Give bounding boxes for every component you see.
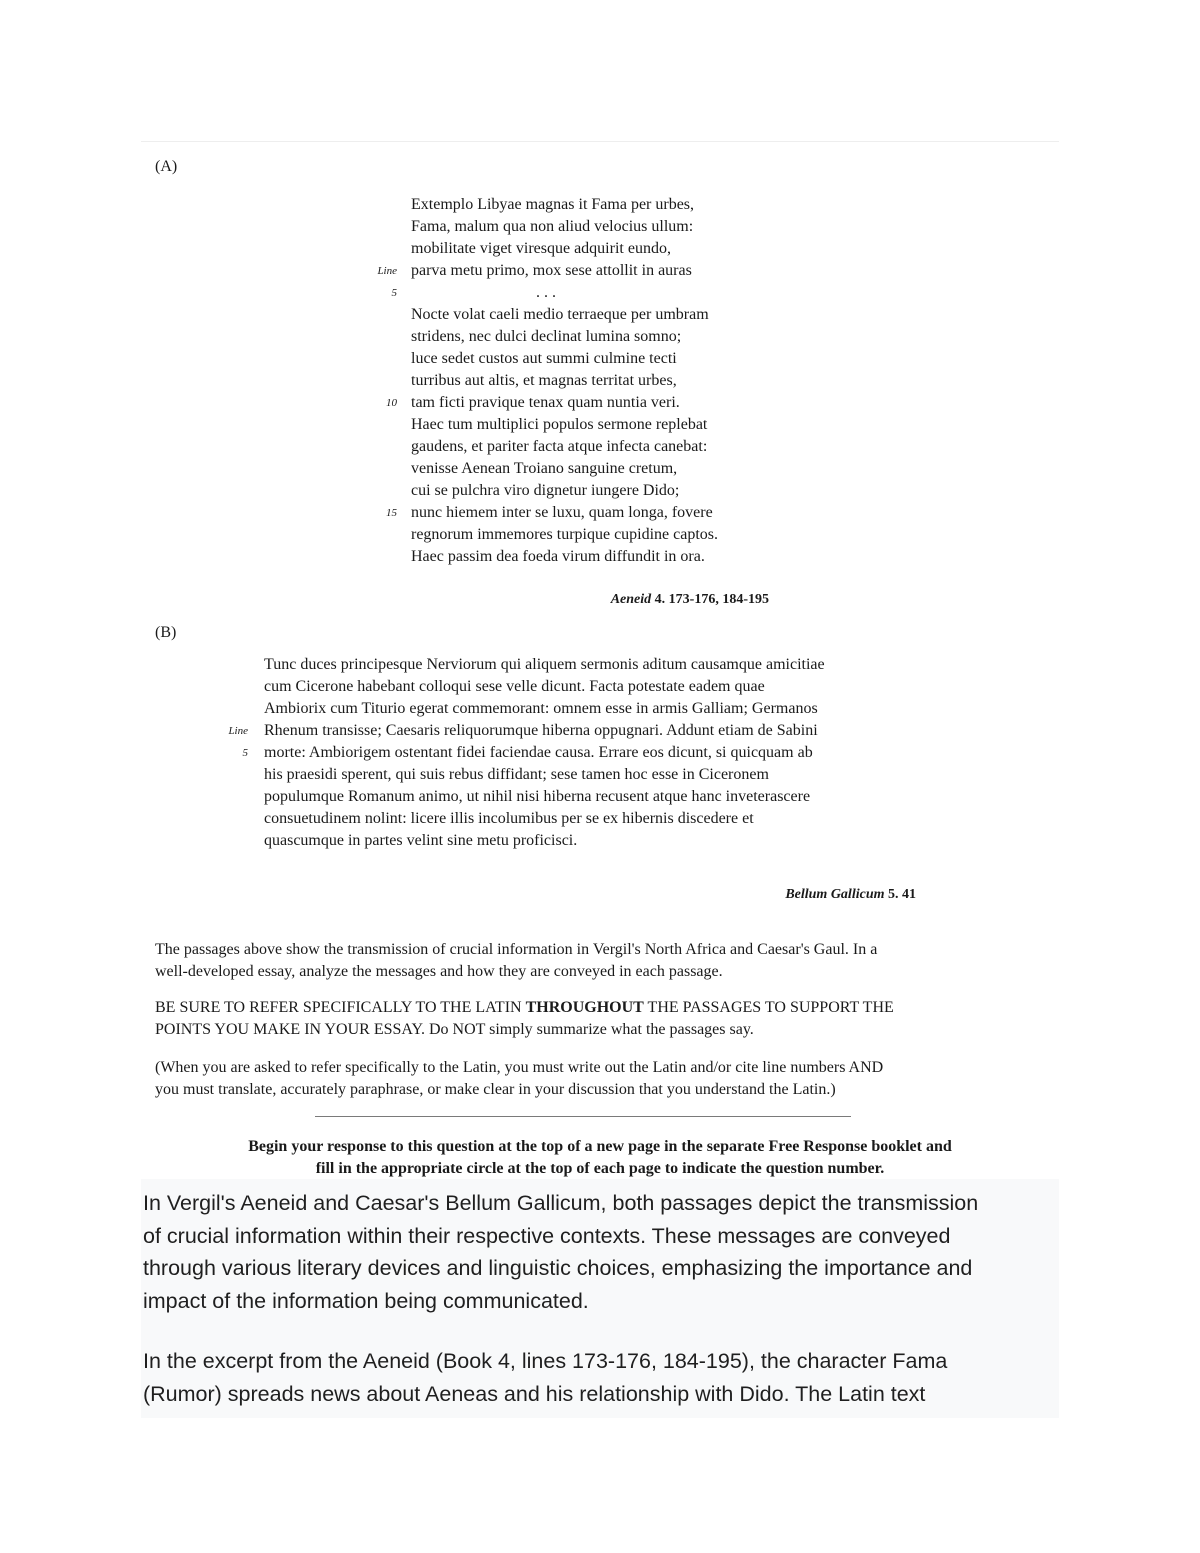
poem-line: Line parva metu primo, mox sese attollit in auras [411,260,831,282]
poem-line: Extemplo Libyae magnas it Fama per urbes, [411,196,695,213]
answer-text-block [141,1179,1059,1418]
prose-line: populumque Romanum animo, ut nihil nisi hiberna recusent atque hanc inveterascere [264,788,811,805]
line-number: 15 [386,507,397,519]
line-number: 10 [386,397,397,409]
line-marker: Line [228,725,248,737]
section-a-label: (A) [155,158,178,175]
essay-prompt: The passages above show the transmission of crucial information in Vergil's North Africa and Caesar's Gaul. In a well-developed essay, analyze the messages and how they are conveyed in each passage. [155,941,878,980]
poem-line: mobilitate viget viresque adquirit eundo, [411,240,671,257]
poem-line: Fama, malum qua non aliud velocius ullum: [411,218,694,235]
section-b-label: (B) [155,624,177,641]
prose-line: 5 morte: Ambiorigem ostentant fidei faciendae causa. Errare eos dicunt, si quicquam ab [264,742,924,764]
answer-paragraph-2: In the excerpt from the Aeneid (Book 4, lines 173-176, 184-195), the character Fama (Rumor) spreads news about Aeneas and his relationship with Dido. The Latin text [143,1349,948,1406]
bellum-gallicum-citation: Bellum Gallicum 5. 41 [785,887,916,902]
aeneid-passage [377,194,831,568]
prose-line: Line Rhenum transisse; Caesaris reliquorumque hiberna oppugnari. Addunt etiam de Sabini [264,720,924,742]
prose-line: consuetudinem nolint: licere illis incolumibus per se ex hibernis discedere et [264,810,754,827]
prose-line: cum Cicerone habebant colloqui sese velle dicunt. Facta potestate eadem quae [264,678,765,695]
line-number: 5 [242,747,248,759]
poem-line: luce sedet custos aut summi culmine tecti [411,350,677,367]
exam-question-image [141,141,1059,1180]
line-marker: Line [377,265,397,277]
poem-line: 5 . . . [411,282,831,304]
poem-line: Nocte volat caeli medio terraeque per umbram [411,306,709,323]
poem-line: venisse Aenean Troiano sanguine cretum, [411,460,678,477]
poem-line: turribus aut altis, et magnas territat urbes, [411,372,677,389]
poem-line: cui se pulchra viro dignetur iungere Dido; [411,482,680,499]
divider-line [315,1116,851,1117]
poem-line: Haec passim dea foeda virum diffundit in ora. [411,548,705,565]
prose-line: his praesidi sperent, qui suis rebus diffidant; sese tamen hoc esse in Ciceronem [264,766,769,783]
prose-line: Tunc duces principesque Nerviorum qui aliquem sermonis aditum causamque amicitiae [264,656,825,673]
begin-response-note: Begin your response to this question at the top of a new page in the separate Free Response booklet and fill in the appropriate circle at the top of each page to indicate the question number. [248,1138,952,1177]
poem-line: regnorum immemores turpique cupidine captos. [411,526,719,543]
answer-paragraph-1: In Vergil's Aeneid and Caesar's Bellum Gallicum, both passages depict the transmission of crucial information within their respective contexts. These messages are conveyed through various literary devices and linguistic choices, emphasizing the importance and impact of the information being communicated. [143,1191,979,1313]
poem-line: 15 nunc hiemem inter se luxu, quam longa, fovere [411,502,831,524]
line-number: 5 [391,287,397,299]
prose-line: quascumque in partes velint sine metu proficisci. [264,832,578,849]
poem-line: stridens, nec dulci declinat lumina somno; [411,328,682,345]
latin-note: (When you are asked to refer specifically to the Latin, you must write out the Latin and/or cite line numbers AND you must translate, accurately paraphrase, or make clear in your discussion that you understand the Latin.) [155,1059,884,1098]
prose-line: Ambiorix cum Titurio egerat commemorant: omnem esse in armis Galliam; Germanos [264,700,818,717]
refer-instruction: BE SURE TO REFER SPECIFICALLY TO THE LATIN THROUGHOUT THE PASSAGES TO SUPPORT THE POINTS YOU MAKE IN YOUR ESSAY. Do NOT simply summarize what the passages say. [155,999,894,1038]
aeneid-citation: Aeneid 4. 173-176, 184-195 [610,592,769,607]
poem-line: Haec tum multiplici populos sermone replebat [411,416,708,433]
poem-line: 10 tam ficti pravique tenax quam nuntia veri. [411,392,831,414]
poem-line: gaudens, et pariter facta atque infecta canebat: [411,438,708,455]
bellum-gallicum-passage [228,654,924,852]
